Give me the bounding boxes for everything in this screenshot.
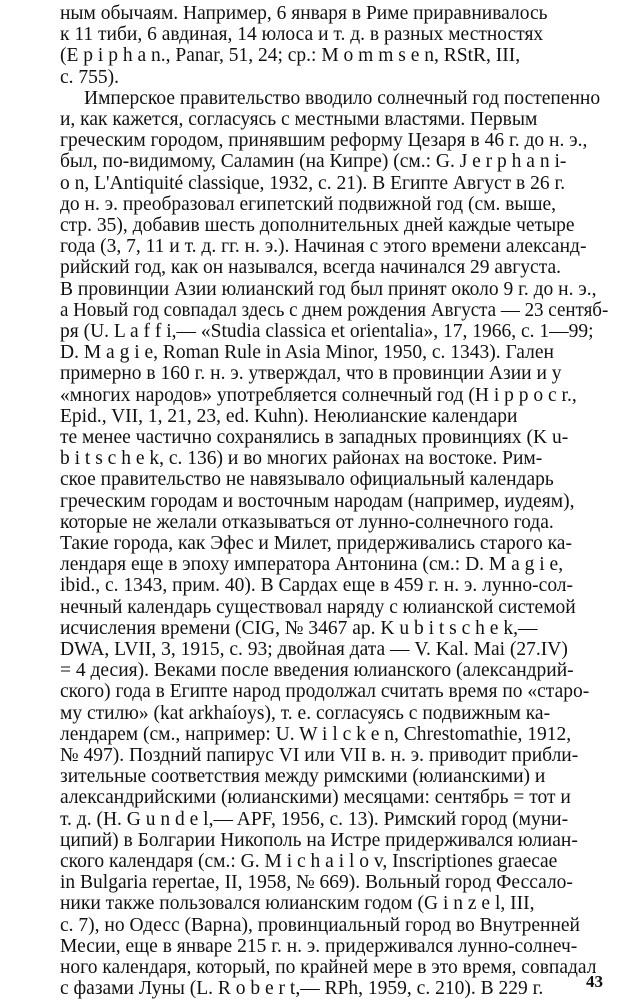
text-line: те менее частично сохранялись в западных провинциях (K u-: [60, 427, 569, 448]
text-line: «многих народов» употребляется солнечный год (H i p p o c r.,: [60, 384, 577, 406]
text-line: зительные соответствия между римскими (юлианскими) и: [60, 766, 546, 788]
text-line: (E p i p h a n., Panar, 51, 24; ср.: M o m m s e n, RStR, III,: [60, 45, 521, 67]
text-line: до н. э. преобразовал египетский подвижной год (см. выше,: [60, 193, 557, 215]
text-line: ского календаря (см.: G. M i c h a i l o v, Inscriptiones graecae: [60, 851, 558, 872]
text-line: был, по-видимому, Саламин (на Кипре) (см.: G. J e r p h a n i-: [60, 151, 567, 173]
text-line: in Bulgaria repertae, II, 1958, № 669). Вольный город Фессало-: [60, 872, 573, 894]
text-line: стр. 35), добавив шесть дополнительных дней каждые четыре: [60, 215, 575, 236]
text-line: ники также пользовался юлианским годом (G i n z e l, III,: [60, 893, 535, 915]
text-line: исчисления времени (CIG, № 3467 ap. K u b i t s c h e k,—: [60, 617, 538, 639]
text-line: ibid., с. 1343, прим. 40). В Сардах еще в 459 г. н. э. лунно-сол-: [60, 575, 574, 597]
text-line: лендаря еще в эпоху императора Антонина (см.: D. M a g i e,: [60, 554, 564, 576]
text-line: года (3, 7, 11 и т. д. гг. н. э.). Начиная с этого времени александ-: [60, 236, 587, 258]
text-line: В провинции Азии юлианский год был принят около 9 г. до н. э.,: [60, 278, 597, 300]
text-line: Такие города, как Эфес и Милет, придерживались старого ка-: [60, 533, 572, 554]
text-line: с фазами Луны (L. R o b e r t,— RPh, 1959, с. 210). В 229 г.: [60, 978, 544, 1000]
text-line: ципий) в Болгарии Никополь на Истре придерживался юлиан-: [60, 829, 578, 851]
text-line: которые не желали отказываться от лунно-солнечного года.: [60, 511, 554, 533]
page-number: 43: [586, 972, 603, 991]
text-line: рийский год, как он назывался, всегда начинался 29 августа.: [60, 257, 561, 279]
text-line: DWA, LVII, 3, 1915, с. 93; двойная дата — V. Kal. Mai (27.IV): [60, 639, 568, 660]
text-line: т. д. (H. G u n d e l,— APF, 1956, с. 13). Римский город (муни-: [60, 808, 569, 830]
text-line: лендарем (см., например: U. W i l c k e n, Chrestomathie, 1912,: [60, 723, 572, 745]
text-line: му стилю» (kat arkhaíoys), т. е. согласуясь с подвижным ка-: [60, 702, 551, 724]
text-line: александрийскими (юлианскими) месяцами: сентябрь = тот и: [60, 787, 571, 809]
text-line: к 11 тиби, 6 авдиная, 14 юлоса и т. д. в разных местностях: [60, 24, 544, 46]
text-line: b i t s c h e k, с. 136) и во многих районах на востоке. Рим-: [60, 448, 543, 470]
text-line: примерно в 160 г. н. э. утверждал, что в провинции Азии и у: [60, 363, 562, 385]
text-line: Месии, еще в январе 215 г. н. э. придерживался лунно-солнеч-: [60, 935, 578, 957]
text-line: с. 7), но Одесс (Варна), провинциальный город во Внутренней: [60, 914, 580, 936]
text-line: и, как кажется, согласуясь с местными властями. Первым: [60, 109, 538, 130]
text-line: греческим городом, принявшим реформу Цезаря в 46 г. до н. э.,: [60, 130, 588, 152]
text-line: греческим городам и восточным народам (например, иудеям),: [60, 490, 575, 512]
text-line: № 497). Поздний папирус VI или VII в. н. э. приводит прибли-: [60, 745, 579, 766]
text-line: ря (U. L a f f i,— «Studia classica et orientalia», 17, 1966, с. 1—99;: [60, 321, 594, 342]
text-line: = 4 десия). Веками после введения юлианского (александрий-: [60, 660, 574, 682]
text-line: D. M a g i e, Roman Rule in Asia Minor, 1950, с. 1343). Гален: [60, 342, 554, 364]
text-line: а Новый год совпадал здесь с днем рождения Августа — 23 сентяб-: [60, 299, 609, 321]
text-line: ного календаря, который, по крайней мере в это время, совпадал: [60, 957, 597, 978]
text-line: Epid., VII, 1, 21, 23, ed. Kuhn). Неюлианские календари: [60, 405, 518, 427]
text-line: нечный календарь существовал наряду с юлианской системой: [60, 596, 576, 618]
text-line: Имперское правительство вводило солнечный год постепенно: [84, 87, 601, 109]
text-line: o n, L'Antiquité classique, 1932, с. 21). В Египте Август в 26 г.: [60, 172, 566, 194]
text-line: ным обычаям. Например, 6 января в Риме приравнивалось: [60, 3, 548, 24]
text-line: ского) года в Египте народ продолжал считать время по «старо-: [60, 681, 590, 703]
text-line: ское правительство не навязывало официальный календарь: [60, 469, 554, 491]
text-line: с. 755).: [60, 66, 120, 88]
